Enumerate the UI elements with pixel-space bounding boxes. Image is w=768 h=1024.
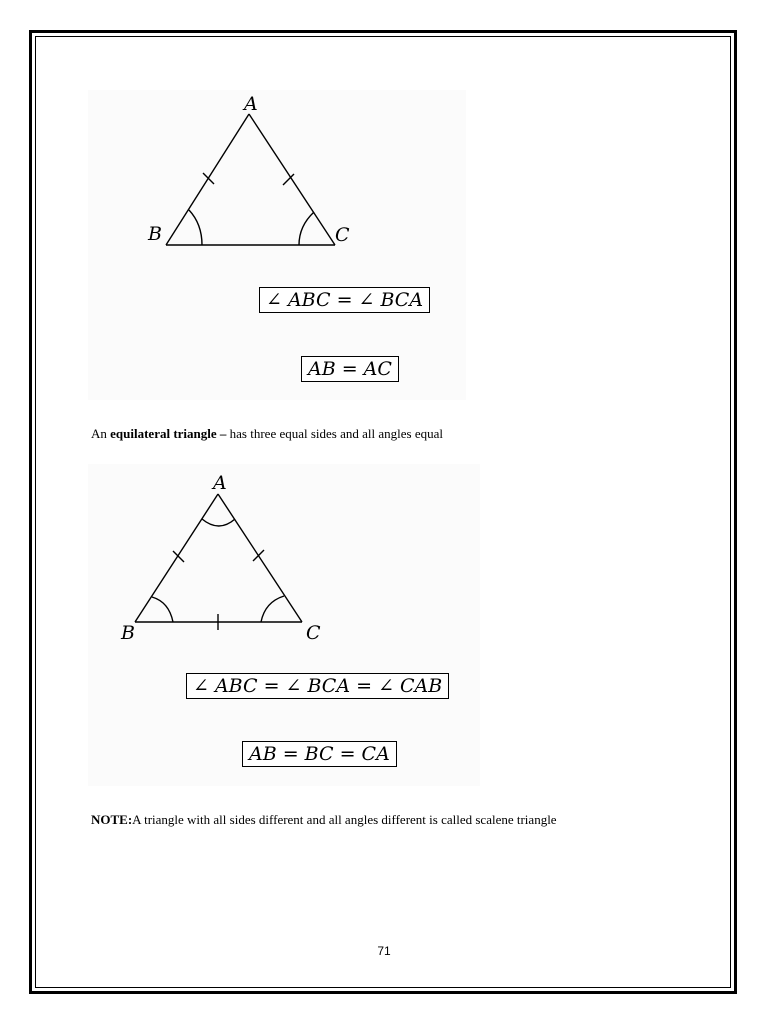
vertex-c-label: C [306, 622, 321, 644]
equilateral-definition-prefix: An [91, 426, 111, 441]
vertex-c-label: C [335, 224, 350, 246]
vertex-a-label: A [244, 93, 258, 115]
note-label: NOTE: [91, 812, 133, 827]
isosceles-figure [88, 90, 466, 400]
note-text: A triangle with all sides different and all angles different is called scalene triangle [132, 812, 557, 827]
equilateral-term: equilateral triangle – [110, 426, 227, 441]
equilateral-definition [91, 426, 443, 442]
equilateral-angle-equation: ∠ ABC = ∠ BCA = ∠ CAB [186, 673, 449, 699]
equilateral-definition-rest: has three equal sides and all angles equal [226, 426, 443, 441]
equilateral-triangle-diagram [88, 464, 480, 786]
vertex-a-label: A [213, 472, 227, 494]
note-paragraph [91, 812, 557, 828]
equilateral-side-equation: AB = BC = CA [242, 741, 397, 767]
page-number: 71 [377, 944, 391, 958]
isosceles-angle-equation: ∠ ABC = ∠ BCA [259, 287, 430, 313]
equilateral-figure [88, 464, 480, 786]
vertex-b-label: B [148, 223, 162, 245]
isosceles-triangle-diagram [88, 90, 466, 400]
isosceles-side-equation: AB = AC [301, 356, 399, 382]
vertex-b-label: B [121, 622, 135, 644]
